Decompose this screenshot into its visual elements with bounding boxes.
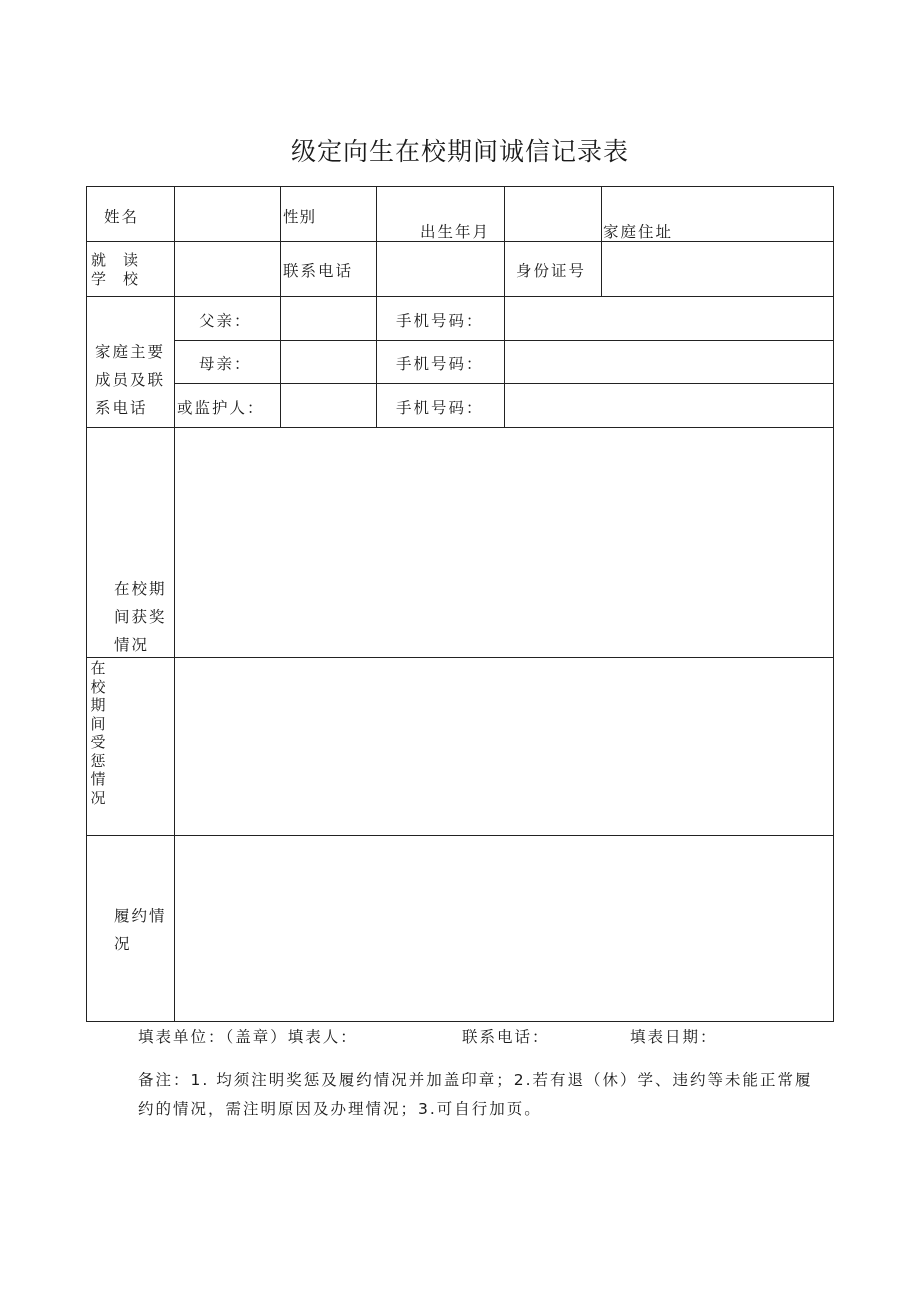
phone-label: 联系电话 [283, 262, 354, 280]
family-members-label: 家庭主要成员及联系电话 [95, 343, 166, 417]
punishments-label: 在校期间受惩情况 [90, 659, 106, 807]
school-label-line2: 学 校 [91, 270, 140, 288]
row-divider [86, 427, 834, 428]
address-label: 家庭住址 [603, 223, 674, 241]
awards-label: 在校期间获奖情况 [114, 580, 167, 654]
row-divider [86, 296, 834, 297]
col-divider [376, 186, 377, 428]
footer-date: 填表日期： [630, 1028, 718, 1046]
page-title: 级定向生在校期间诚信记录表 [290, 137, 629, 166]
col-divider [174, 186, 175, 1022]
mobile-label-mother: 手机号码： [396, 355, 484, 373]
footer-phone: 联系电话： [462, 1028, 550, 1046]
guardian-label: 或监护人： [177, 399, 265, 417]
col-divider [504, 186, 505, 428]
remarks-note: 备注：1. 均须注明奖惩及履约情况并加盖印章；2.若有退（休）学、违约等未能正常履约的情况，需注明原因及办理情况；3.可自行加页。 [138, 1071, 813, 1118]
name-label: 姓名 [104, 208, 140, 226]
col-divider [280, 186, 281, 428]
father-label: 父亲： [199, 312, 252, 330]
performance-label: 履约情况 [114, 907, 167, 953]
school-label-line1: 就 读 [91, 251, 140, 269]
table-border-right [833, 186, 834, 1022]
gender-label: 性别 [283, 208, 317, 226]
mobile-label-father: 手机号码： [396, 312, 484, 330]
row-divider [86, 657, 834, 658]
row-divider [86, 835, 834, 836]
mother-label: 母亲： [199, 355, 252, 373]
mobile-label-guardian: 手机号码： [396, 399, 484, 417]
col-divider [601, 186, 602, 297]
table-border-bottom [86, 1021, 834, 1022]
birth-label: 出生年月 [420, 223, 491, 241]
id-label: 身份证号 [516, 262, 587, 280]
footer-unit: 填表单位：（盖章）填表人： [138, 1028, 358, 1046]
table-border-top [86, 186, 834, 187]
table-border-left [86, 186, 87, 1022]
